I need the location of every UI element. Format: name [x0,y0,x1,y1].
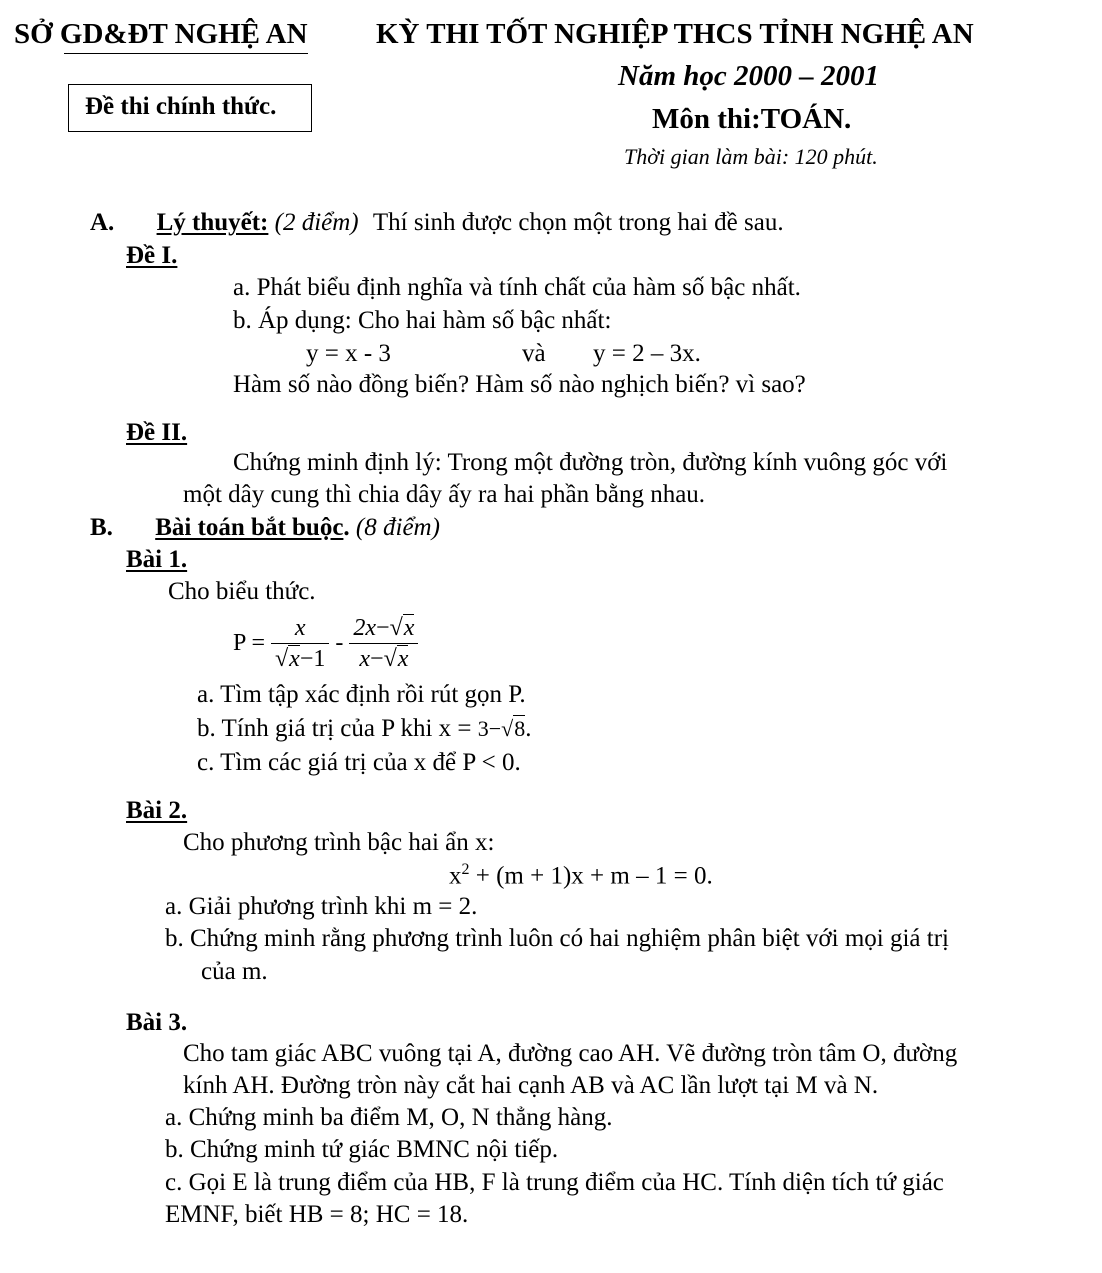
bai2-item-b-line-1: b. Chứng minh rằng phương trình luôn có hai nghiệm phân biệt với mọi giá trị [165,925,949,952]
de2-text-line-1: Chứng minh định lý: Trong một đường tròn, đường kính vuông góc với [233,449,948,476]
formula-minus: - [335,630,344,657]
bai1-item-b-math: 3−√8 [477,716,526,741]
eq-rest: + (m + 1)x + m – 1 = 0. [469,862,713,890]
eq-x: x [449,862,462,890]
bai1-label: Bài 1. [126,546,188,573]
part-b-points: (8 điểm) [355,514,440,541]
frac2-num-term: 2x [353,615,377,641]
frac2-den-minus: − [370,645,384,672]
de1-item-b: b. Áp dụng: Cho hai hàm số bậc nhất: [233,307,612,334]
de1-function-2: y = 2 – 3x. [593,340,701,367]
part-b-heading [90,514,440,543]
frac2-den-root: x [397,645,409,672]
bai3-item-c-line-1: c. Gọi E là trung điểm của HB, F là trung điểm của HC. Tính diện tích tứ giác [165,1169,944,1196]
frac1-den-root: x [289,645,300,672]
bai3-item-b: b. Chứng minh tứ giác BMNC nội tiếp. [165,1136,559,1163]
official-exam-label: Đề thi chính thức. [85,93,277,120]
frac2-num-root: x [403,615,415,641]
frac2-den-term: x [359,645,371,672]
part-a-title: Lý thuyết: [156,209,269,236]
math-root-eight: 8 [514,716,526,741]
frac2-denominator: x−√x [359,645,409,672]
part-b-letter: B. [90,514,113,541]
bai1-formula [233,614,418,674]
exam-title: KỲ THI TỐT NGHIỆP THCS TỈNH NGHỆ AN [376,18,974,50]
bai2-intro: Cho phương trình bậc hai ẩn x: [183,829,495,856]
math-three: 3 [477,716,489,741]
de2-label: Đề II. [126,419,188,446]
bai1-item-a: a. Tìm tập xác định rồi rút gọn P. [197,681,526,708]
de1-item-a: a. Phát biểu định nghĩa và tính chất của hàm số bậc nhất. [233,274,801,301]
bai2-item-a: a. Giải phương trình khi m = 2. [165,893,478,920]
frac1-numerator: x [271,614,329,644]
bai2-equation [449,861,713,891]
official-exam-box [68,84,312,132]
bai1-intro: Cho biểu thức. [168,578,316,605]
math-minus: − [488,716,502,741]
department-name: SỞ GD&ĐT NGHỆ AN [14,18,308,50]
bai3-item-a: a. Chứng minh ba điểm M, O, N thẳng hàng. [165,1104,613,1131]
bai2-item-b-line-2: của m. [201,958,268,985]
duration: Thời gian làm bài: 120 phút. [624,144,878,169]
subject: Môn thi:TOÁN. [652,103,852,135]
formula-lhs: P = [233,630,265,657]
bai3-text-line-2: kính AH. Đường tròn này cắt hai cạnh AB và AC lần lượt tại M và N. [183,1072,879,1099]
de1-and: và [522,340,546,367]
de1-label: Đề I. [126,242,178,269]
school-year: Năm học 2000 – 2001 [618,60,879,92]
part-a-intro: Thí sinh được chọn một trong hai đề sau. [372,209,784,236]
de1-function-1: y = x - 3 [306,340,391,367]
eq-exponent: 2 [461,861,470,878]
department-underline [64,53,308,54]
frac1-denominator: √x−1 [275,645,326,672]
bai3-text-line-1: Cho tam giác ABC vuông tại A, đường cao AH. Vẽ đường tròn tâm O, đường [183,1040,958,1067]
bai1-item-c: c. Tìm các giá trị của x để P < 0. [197,749,521,776]
bai3-item-c-line-2: EMNF, biết HB = 8; HC = 18. [165,1201,469,1228]
bai2-label: Bài 2. [126,797,188,824]
de1-question: Hàm số nào đồng biến? Hàm số nào nghịch biến? vì sao? [233,371,806,398]
formula-fraction-1 [271,614,329,674]
part-b-title: Bài toán bắt buộc [155,514,344,541]
bai1-item-b [197,715,532,744]
part-a-heading [90,209,784,238]
part-a-points: (2 điểm) [274,209,359,236]
frac1-den-rest: −1 [299,645,326,672]
frac2-num-minus: − [376,615,390,641]
bai1-item-b-end: . [525,715,532,742]
part-a-letter: A. [90,209,115,236]
frac2-numerator: 2x−√x [349,614,418,644]
bai1-item-b-text: b. Tính giá trị của P khi x = [197,715,472,742]
part-b-period: . [343,514,350,541]
bai3-label: Bài 3. [126,1009,188,1036]
formula-fraction-2 [349,614,418,674]
de2-text-line-2: một dây cung thì chia dây ấy ra hai phần bằng nhau. [183,481,706,508]
